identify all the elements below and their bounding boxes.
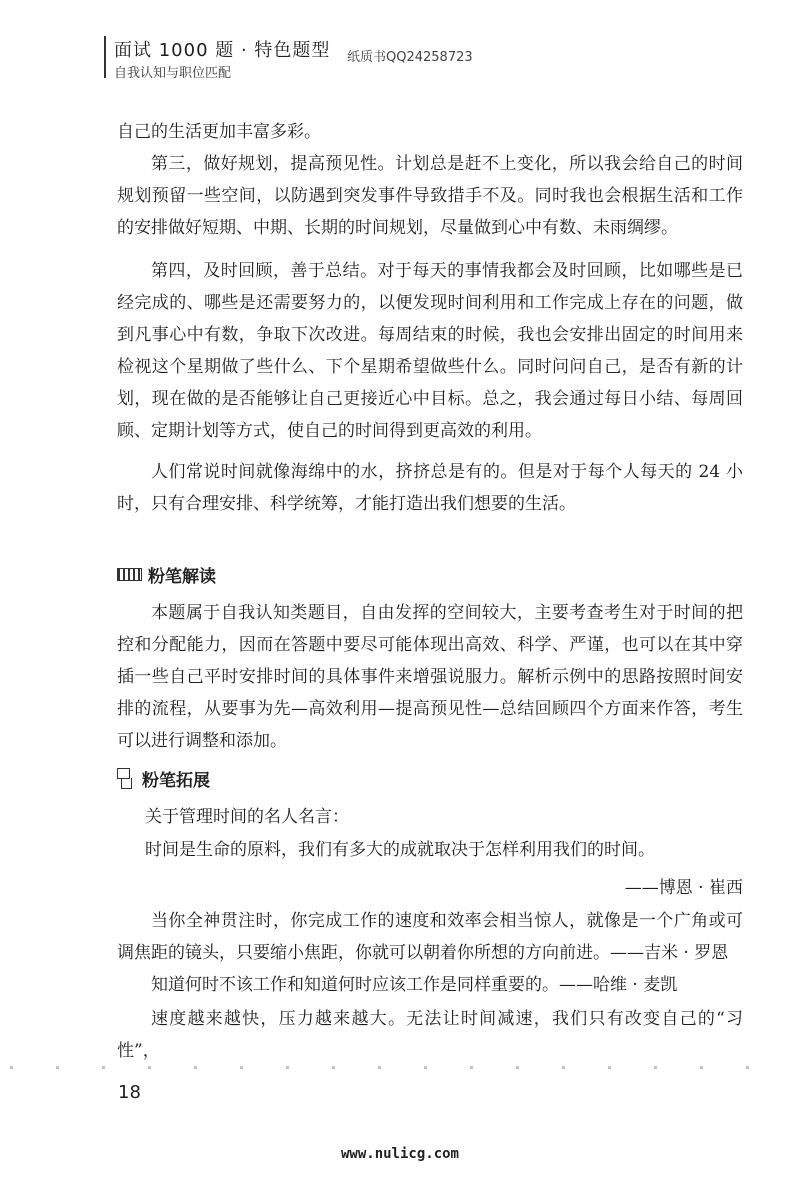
quote-1: 时间是生命的原料，我们有多大的成就取决于怎样利用我们的时间。 bbox=[145, 840, 655, 860]
quote-3: 知道何时不该工作和知道何时应该工作是同样重要的。——哈维 · 麦凯 bbox=[151, 975, 678, 995]
paragraph-1: 自己的生活更加丰富多彩。 bbox=[117, 122, 321, 142]
film-strip-icon bbox=[117, 568, 142, 581]
header-stamp: 纸质书QQ24258723 bbox=[347, 50, 473, 65]
section-heading-analysis bbox=[117, 562, 216, 587]
book-title: 面试 1000 题 · 特色题型 bbox=[114, 40, 331, 61]
paragraph-4: 人们常说时间就像海绵中的水，挤挤总是有的。但是对于每个人每天的 24 小时，只有合理安排、科学统筹，才能打造出我们想要的生活。 bbox=[117, 462, 743, 514]
quote-1-author: ——博恩 · 崔西 bbox=[624, 878, 743, 898]
quote-4: 速度越来越快，压力越来越大。无法让时间减速，我们只有改变自己的“习性”， bbox=[117, 1009, 743, 1061]
scan-noise-line bbox=[10, 1066, 790, 1069]
quotes-intro: 关于管理时间的名人名言： bbox=[145, 807, 349, 827]
section-heading-extension bbox=[117, 766, 210, 791]
page-number: 18 bbox=[118, 1082, 141, 1103]
footer-url: www.nulicg.com bbox=[340, 1146, 459, 1162]
quote-2: 当你全神贯注时，你完成工作的速度和效率会相当惊人，就像是一个广角或可调焦距的镜头，只要缩小焦距，你就可以朝着你所想的方向前进。——吉米 · 罗恩 bbox=[117, 911, 743, 963]
section-heading-extension-label: 粉笔拓展 bbox=[142, 771, 210, 791]
paragraph-3: 第四，及时回顾，善于总结。对于每天的事情我都会及时回顾，比如哪些是已经完成的、哪些是还需要努力的，以便发现时间利用和工作完成上存在的问题，做到凡事心中有数，争取下次改进。每周结束的时候，我也会安排出固定的时间用来检视这个星期做了些什么、下个星期希望做些什么。同时问问自己，是否有新的计划，现在做的是否能够让自己更接近心中目标。总之，我会通过每日小结、每周回顾、定期计划等方式，使自己的时间得到更高效的利用。 bbox=[117, 261, 743, 441]
paragraph-2: 第三，做好规划，提高预见性。计划总是赶不上变化，所以我会给自己的时间规划预留一些空间，以防遇到突发事件导致措手不及。同时我也会根据生活和工作的安排做好短期、中期、长期的时间规划，尽量做到心中有数、未雨绸缪。 bbox=[117, 154, 743, 238]
header-rule bbox=[104, 36, 106, 78]
analysis-paragraph: 本题属于自我认知类题目，自由发挥的空间较大，主要考查考生对于时间的把控和分配能力，因而在答题中要尽可能体现出高效、科学、严谨，也可以在其中穿插一些自己平时安排时间的具体事件来增强说服力。解析示例中的思路按照时间安排的流程，从要事为先—高效利用—提高预见性—总结回顾四个方面来作答，考生可以进行调整和添加。 bbox=[117, 603, 743, 751]
book-icon bbox=[117, 768, 132, 790]
chapter-subtitle: 自我认知与职位匹配 bbox=[114, 66, 232, 81]
section-heading-analysis-label: 粉笔解读 bbox=[148, 567, 216, 587]
